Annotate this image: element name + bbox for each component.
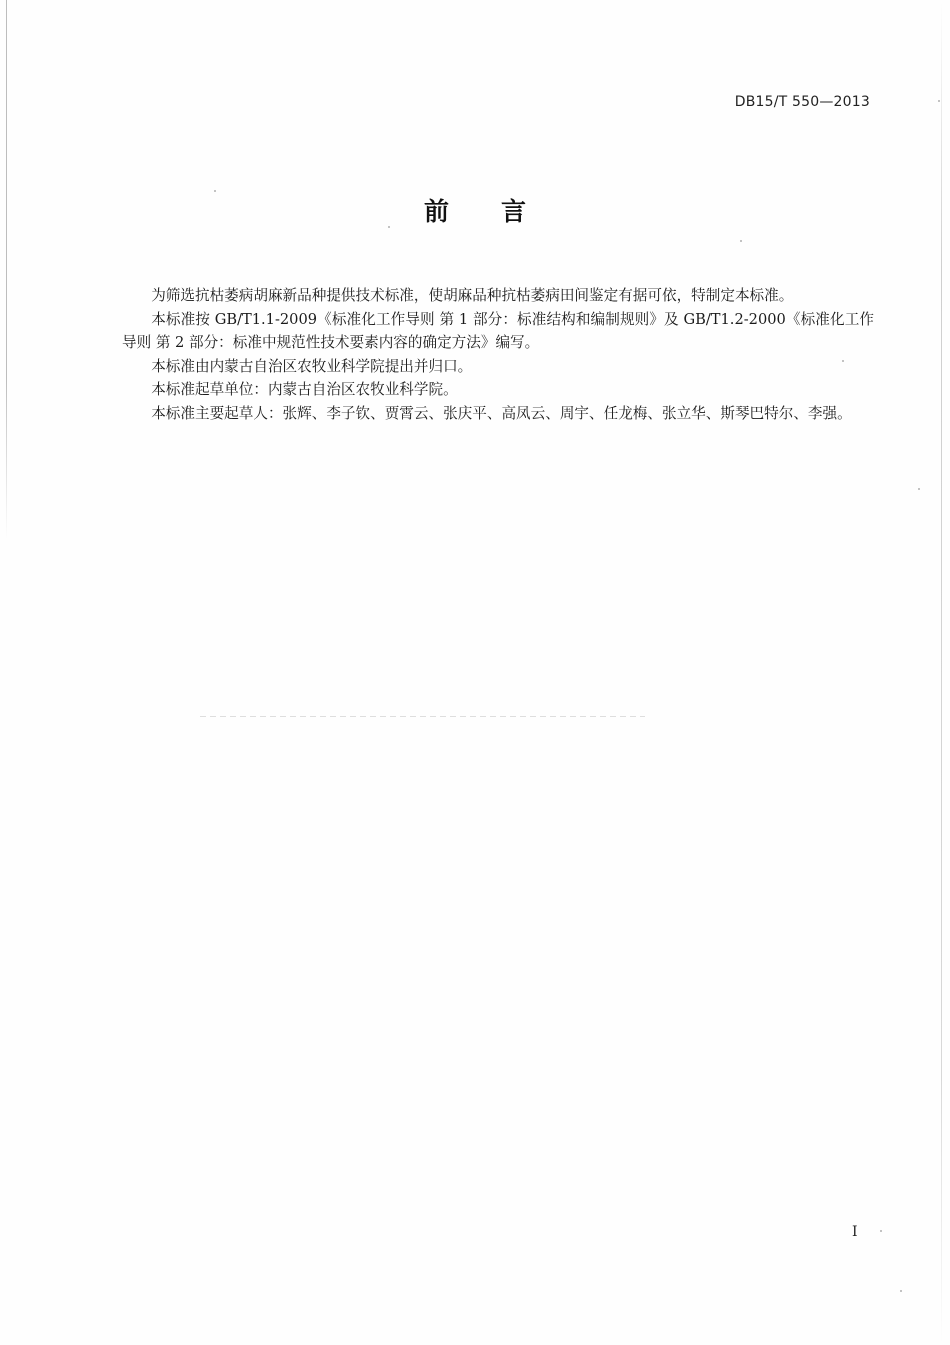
scan-speck bbox=[842, 360, 844, 362]
scan-speck bbox=[214, 190, 216, 192]
page-number: I bbox=[852, 1224, 858, 1240]
scan-speck bbox=[388, 226, 390, 228]
paragraph-purpose: 为筛选抗枯萎病胡麻新品种提供技术标准，使胡麻品种抗枯萎病田间鉴定有据可依，特制定本标准。 bbox=[151, 287, 794, 304]
paragraph-drafting-rules: 本标准按 GB/T1.1-2009《标准化工作导则 第 1 部分：标准结构和编制规则》及 GB/T1.2-2000《标准化工作导则 第 2 部分：标准中规范性技术要素内容的确定方法》编写。 bbox=[122, 310, 874, 351]
scan-speck bbox=[880, 1230, 882, 1232]
scan-artifact-line bbox=[200, 716, 645, 717]
document-code: DB15/T 550—2013 bbox=[734, 94, 870, 110]
page-title-char-1: 前 bbox=[423, 197, 449, 226]
scan-left-edge bbox=[6, 0, 7, 540]
foreword-body bbox=[122, 284, 874, 425]
paragraph-drafting-unit: 本标准起草单位：内蒙古自治区农牧业科学院。 bbox=[151, 381, 458, 398]
page-title-char-2: 言 bbox=[501, 197, 527, 226]
scan-speck bbox=[900, 1290, 902, 1292]
scan-speck bbox=[740, 240, 742, 242]
paragraph-proposer: 本标准由内蒙古自治区农牧业科学院提出并归口。 bbox=[151, 357, 473, 375]
scan-speck bbox=[918, 488, 920, 490]
paragraph-drafters: 本标准主要起草人：张辉、李子钦、贾霄云、张庆平、高凤云、周宇、任龙梅、张立华、斯琴巴特尔、李强。 bbox=[151, 404, 852, 422]
page-title bbox=[0, 192, 950, 228]
scan-speck bbox=[938, 100, 940, 102]
